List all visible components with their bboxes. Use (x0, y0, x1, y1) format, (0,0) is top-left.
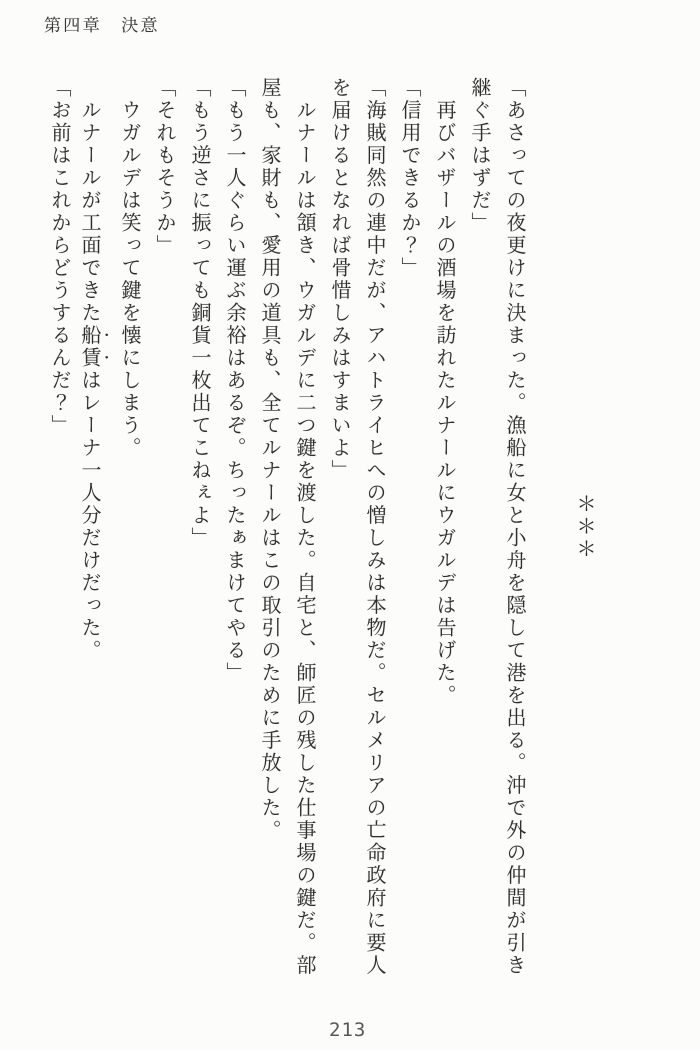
text-column: 「それもそうか」 (153, 77, 175, 257)
text-run: はレーナ一人分だけだった。 (78, 369, 100, 662)
text-column: を届けるとなれば骨惜しみはすまいよ」 (328, 77, 350, 482)
text-column-with-emphasis (76, 77, 111, 977)
blank-column (531, 77, 566, 977)
text-column: 「信用できるか？」 (398, 77, 420, 280)
text-column: 再びバザールの酒場を訪れたルナールにウガルデは告げた。 (433, 77, 455, 707)
text-column: 「もう一人ぐらい運ぶ余裕はあるぞ。ちったぁまけてやる」 (223, 77, 245, 685)
text-column: 「あさっての夜更けに決まった。漁船に女と小舟を隠して港を出る。沖で外の仲間が引き (503, 77, 525, 977)
emphasized-text: 船賃 (78, 324, 100, 370)
text-column: 継ぐ手はずだ」 (468, 77, 490, 235)
text-column: 「海賊同然の連中だが、アハトライヒへの憎しみは本物だ。セルメリアの亡命政府に要人 (363, 77, 385, 977)
text-column: ウガルデは笑って鍵を懐にしまう。 (118, 77, 140, 460)
text-column: 「もう逆さに振っても銅貨一枚出てこねぇよ」 (188, 77, 210, 550)
text-column: ルナールは頷き、ウガルデに二つ鍵を渡した。自宅と、師匠の残した仕事場の鍵だ。部 (293, 77, 315, 977)
text-run: ルナールが工面できた (78, 77, 100, 325)
scene-break-separator: ＊＊＊ (573, 493, 595, 561)
page-number: 213 (329, 1019, 367, 1041)
text-column: 屋も、家財も、愛用の道具も、全てルナールはこの取引のために手放した。 (258, 77, 280, 842)
vertical-text-block (41, 77, 601, 977)
text-column: 「お前はこれからどうするんだ？」 (48, 77, 70, 437)
chapter-header: 第四章 決意 (44, 16, 160, 35)
